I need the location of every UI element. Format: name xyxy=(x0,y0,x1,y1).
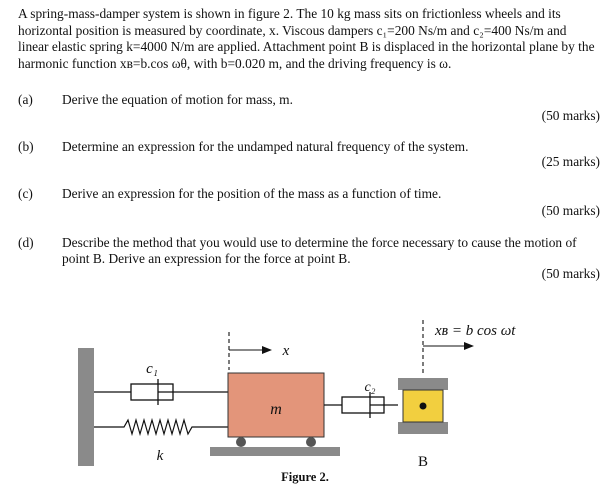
question-c-marks: (50 marks) xyxy=(541,203,600,218)
question-d-marks: (50 marks) xyxy=(541,266,600,281)
question-a-text: Derive the equation of motion for mass, m. xyxy=(62,92,293,107)
x-label: x xyxy=(282,343,290,359)
attachment-block-b xyxy=(398,378,448,434)
b-label: B xyxy=(417,454,429,470)
question-b-marks: (25 marks) xyxy=(541,154,600,169)
c2-label: c₂ xyxy=(364,380,376,395)
m-label: m xyxy=(270,401,282,418)
question-c-text: Derive an expression for the position of the mass as a function of time. xyxy=(62,186,442,201)
question-c-letter: (c) xyxy=(18,186,33,201)
left-wall xyxy=(78,348,94,466)
damper-c2 xyxy=(324,392,398,418)
figure-caption: Figure 2. xyxy=(281,470,329,484)
question-d-text: Describe the method that you would use to determine the force necessary to cause the motion of point B. Derive an expression for the force at point B. xyxy=(62,235,577,266)
problem-statement: A spring-mass-damper system is shown in figure 2. The 10 kg mass sits on frictionless wheels and its horizontal position is measured by coordinate, x. Viscous dampers c₁=200 Ns/m and c₂=400 Ns/m and linear elastic spring k=4000 N/m are applied. Attachment point B is displaced in the horizontal plane by the harmonic function xʙ=b.cos ωθ, with b=0.020 m, and the driving frequency is ω. xyxy=(18,6,595,71)
k-label: k xyxy=(156,448,164,464)
damper-c1 xyxy=(94,379,228,405)
c1-label: c₁ xyxy=(146,361,158,377)
ground xyxy=(210,447,340,456)
question-a-letter: (a) xyxy=(18,92,33,107)
spring-mass-damper-figure xyxy=(0,300,612,503)
question-d-letter: (d) xyxy=(18,235,34,250)
question-a-marks: (50 marks) xyxy=(541,108,600,123)
question-b-letter: (b) xyxy=(18,139,34,154)
xb-equation: xʙ = b cos ωt xyxy=(435,323,516,339)
spring-k xyxy=(94,420,228,434)
x-coordinate-arrow xyxy=(229,332,272,370)
question-b-text: Determine an expression for the undamped natural frequency of the system. xyxy=(62,139,469,154)
